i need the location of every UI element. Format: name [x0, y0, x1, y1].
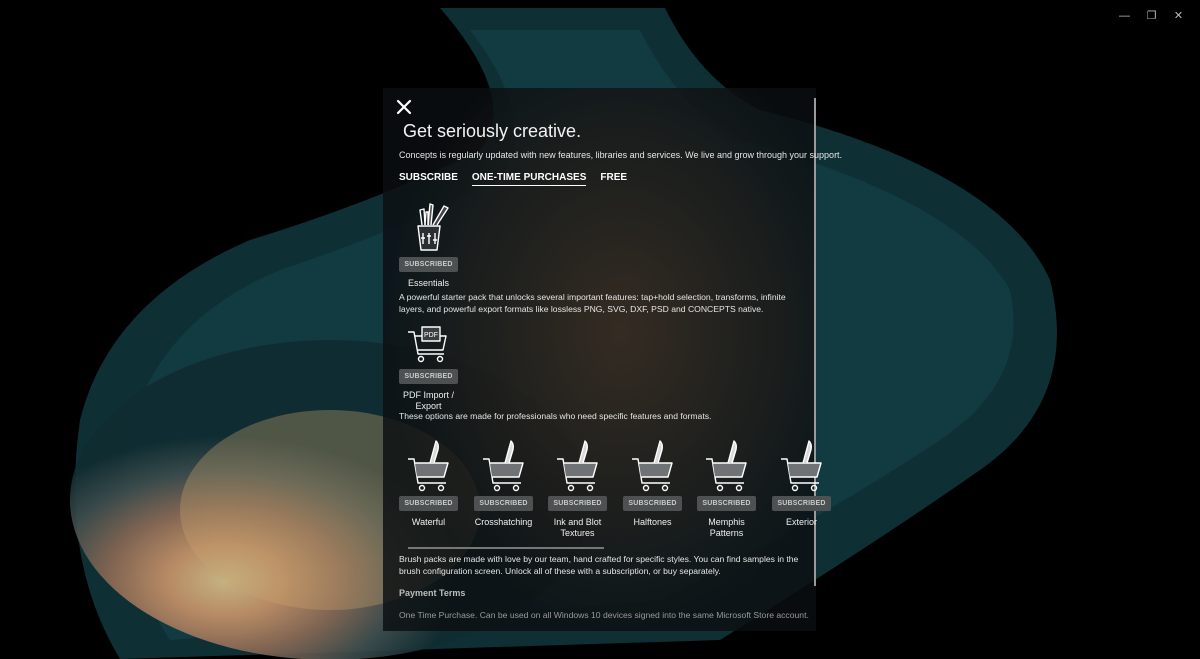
- brush-pack-halftones[interactable]: [623, 439, 682, 528]
- pdf-cart-icon: [406, 326, 452, 366]
- tab-one-time-purchases[interactable]: ONE-TIME PURCHASES: [472, 172, 586, 186]
- pdf-name: PDF Import / Export: [402, 390, 454, 411]
- brush-pack-name: Waterful: [411, 517, 446, 527]
- brush-cart-icon: [481, 439, 527, 493]
- pdf-status-badge: SUBSCRIBED: [399, 369, 458, 384]
- brush-pack-crosshatching[interactable]: [474, 439, 533, 528]
- horizontal-scrollbar[interactable]: [408, 547, 604, 549]
- brush-cart-icon: [555, 439, 601, 493]
- brush-pack-status-badge: SUBSCRIBED: [697, 496, 756, 511]
- close-icon[interactable]: [397, 100, 411, 114]
- purchase-dialog: [383, 88, 843, 631]
- window-controls: [1111, 8, 1192, 24]
- brush-cup-icon: [406, 200, 452, 254]
- brush-pack-status-badge: SUBSCRIBED: [548, 496, 607, 511]
- brush-pack-status-badge: SUBSCRIBED: [399, 496, 458, 511]
- brush-pack-waterful[interactable]: [399, 439, 458, 528]
- purchase-tabs: [399, 172, 627, 186]
- brush-pack-name: Ink and Blot Textures: [553, 517, 602, 538]
- tab-subscribe[interactable]: SUBSCRIBE: [399, 172, 458, 183]
- brush-pack-memphis-patterns[interactable]: [697, 439, 756, 539]
- brush-pack-status-badge: SUBSCRIBED: [623, 496, 682, 511]
- brush-cart-icon: [406, 439, 452, 493]
- brush-pack-name: Memphis Patterns: [708, 517, 745, 538]
- brush-pack-status-badge: SUBSCRIBED: [772, 496, 831, 511]
- close-window-button[interactable]: ✕: [1173, 10, 1184, 22]
- svg-text:PDF: PDF: [423, 332, 438, 339]
- essentials-status-badge: SUBSCRIBED: [399, 257, 458, 272]
- brush-packs-description: Brush packs are made with love by our team, hand crafted for specific styles. You can find samples in the brush configuration screen. Unlock all of these with a subscription, or buy separately.: [399, 554, 799, 576]
- essentials-name: Essentials: [407, 278, 450, 288]
- pdf-import-export-item[interactable]: [399, 326, 458, 412]
- dialog-subtitle: Concepts is regularly updated with new features, libraries and services. We live and grow through your support.: [399, 150, 843, 160]
- brush-pack-status-badge: SUBSCRIBED: [474, 496, 533, 511]
- payment-terms-title: Payment Terms: [399, 588, 466, 598]
- brush-pack-name: Halftones: [633, 517, 672, 527]
- brush-pack-ink-and-blot-textures[interactable]: [548, 439, 607, 539]
- brush-pack-name: Exterior: [785, 517, 817, 527]
- tab-free[interactable]: FREE: [600, 172, 628, 183]
- payment-terms-text: One Time Purchase. Can be used on all Windows 10 devices signed into the same Microsoft Store account.: [399, 610, 809, 620]
- brush-cart-icon: [630, 439, 676, 493]
- restore-button[interactable]: ❐: [1146, 10, 1157, 22]
- pdf-description: These options are made for professionals who need specific features and formats.: [399, 411, 712, 421]
- minimize-button[interactable]: —: [1119, 10, 1130, 22]
- dialog-title: Get seriously creative.: [403, 121, 582, 141]
- brush-cart-icon: [704, 439, 750, 493]
- brush-cart-icon: [779, 439, 825, 493]
- brush-packs-row: [399, 439, 826, 551]
- essentials-description: A powerful starter pack that unlocks several important features: tap+hold selection, transforms, infinite layers, and powerful export formats like lossless PNG, SVG, DXF, PSD and CONCEPTS native.: [399, 292, 786, 314]
- brush-pack-name: Crosshatching: [474, 517, 533, 527]
- brush-pack-exterior[interactable]: [772, 439, 831, 528]
- essentials-item[interactable]: [399, 200, 458, 289]
